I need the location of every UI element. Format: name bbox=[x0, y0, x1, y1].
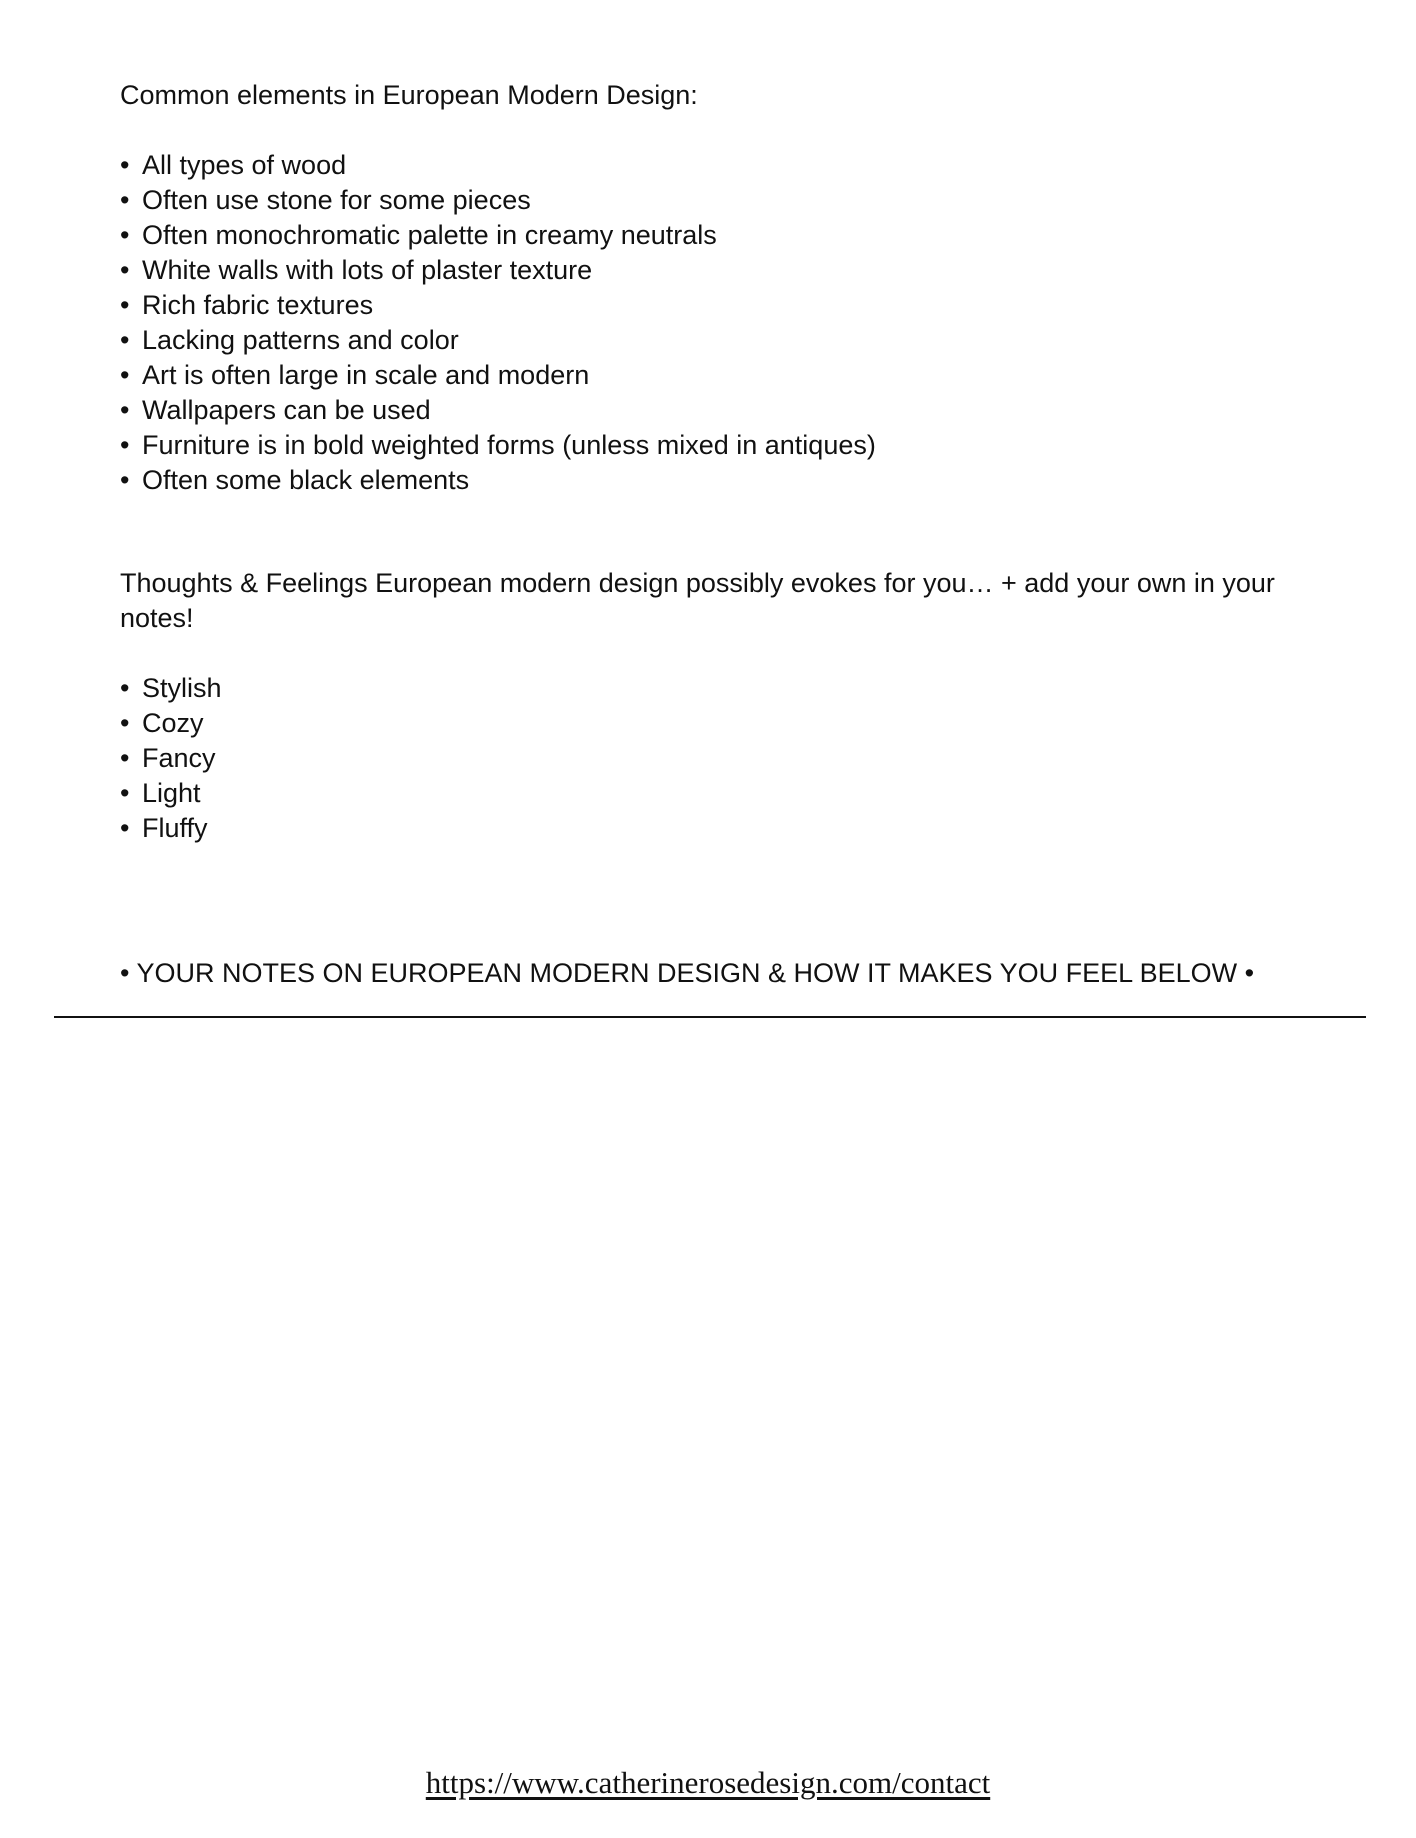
list-item: • Lacking patterns and color bbox=[120, 323, 876, 358]
thoughts-feelings-heading: Thoughts & Feelings European modern design possibly evokes for you… + add your own in your notes! bbox=[120, 568, 1275, 633]
contact-link[interactable]: https://www.catherinerosedesign.com/contact bbox=[425, 1765, 991, 1800]
footer bbox=[0, 1764, 1416, 1802]
bullet-icon: • bbox=[120, 325, 130, 355]
thoughts-feelings-list bbox=[120, 671, 1320, 846]
bullet-icon: • bbox=[120, 185, 130, 215]
notes-divider-line bbox=[54, 1016, 1366, 1018]
list-item: • Often monochromatic palette in creamy neutrals bbox=[120, 218, 876, 253]
thoughts-feelings-section bbox=[120, 566, 1320, 846]
bullet-icon: • bbox=[120, 255, 130, 285]
list-item: • Furniture is in bold weighted forms (unless mixed in antiques) bbox=[120, 428, 876, 463]
list-item: • Often some black elements bbox=[120, 463, 876, 498]
bullet-icon: • bbox=[120, 465, 130, 495]
bullet-icon: • bbox=[120, 290, 130, 320]
list-item: • Cozy bbox=[120, 706, 1320, 741]
bullet-icon: • bbox=[120, 150, 130, 180]
common-elements-section bbox=[120, 78, 876, 498]
common-elements-list bbox=[120, 148, 876, 498]
bullet-icon: • bbox=[120, 360, 130, 390]
bullet-icon: • bbox=[120, 395, 130, 425]
notes-prompt: • YOUR NOTES ON EUROPEAN MODERN DESIGN & HOW IT MAKES YOU FEEL BELOW • bbox=[120, 958, 1255, 988]
list-item: • Wallpapers can be used bbox=[120, 393, 876, 428]
list-item: • Light bbox=[120, 776, 1320, 811]
list-item: • Art is often large in scale and modern bbox=[120, 358, 876, 393]
bullet-icon: • bbox=[120, 708, 130, 738]
list-item: • Rich fabric textures bbox=[120, 288, 876, 323]
bullet-icon: • bbox=[120, 220, 130, 250]
list-item: • All types of wood bbox=[120, 148, 876, 183]
common-elements-heading: Common elements in European Modern Design: bbox=[120, 80, 698, 110]
list-item: • White walls with lots of plaster texture bbox=[120, 253, 876, 288]
bullet-icon: • bbox=[120, 430, 130, 460]
list-item: • Fluffy bbox=[120, 811, 1320, 846]
list-item: • Fancy bbox=[120, 741, 1320, 776]
bullet-icon: • bbox=[120, 673, 130, 703]
list-item: • Stylish bbox=[120, 671, 1320, 706]
list-item: • Often use stone for some pieces bbox=[120, 183, 876, 218]
bullet-icon: • bbox=[120, 743, 130, 773]
bullet-icon: • bbox=[120, 813, 130, 843]
bullet-icon: • bbox=[120, 778, 130, 808]
